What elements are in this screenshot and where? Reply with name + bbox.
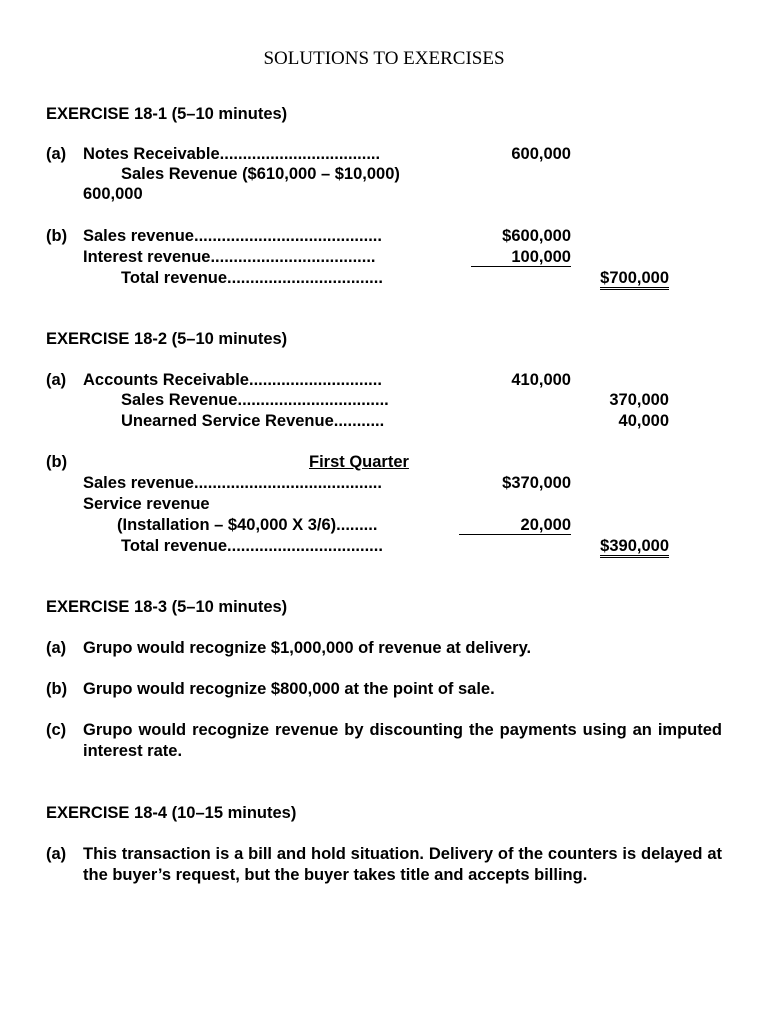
exercise-heading: EXERCISE 18-2 (5–10 minutes) <box>46 330 288 348</box>
amount: 20,000 <box>520 516 571 534</box>
entry-line: Notes Receivable................................... <box>83 145 381 163</box>
item-label: (b) <box>46 453 68 471</box>
entry-line: Sales Revenue ($610,000 – $10,000) <box>121 165 400 183</box>
exercise-heading: EXERCISE 18-3 (5–10 minutes) <box>46 598 288 616</box>
entry-line: Service revenue <box>83 495 210 513</box>
credit-amount: 600,000 <box>83 185 143 203</box>
credit-amount: 40,000 <box>618 412 669 430</box>
entry-line: Accounts Receivable............................. <box>83 371 382 389</box>
credit-amount: 370,000 <box>609 391 669 409</box>
entry-line: Interest revenue.................................... <box>83 248 376 266</box>
entry-line: Sales revenue......................................... <box>83 474 382 492</box>
item-label: (b) <box>46 227 68 245</box>
total-value: $390,000 <box>600 537 669 558</box>
total-amount <box>568 536 669 556</box>
entry-line: Sales Revenue................................. <box>121 391 389 409</box>
item-label: (a) <box>46 371 67 389</box>
item-label: (b) <box>46 680 68 698</box>
debit-amount: 600,000 <box>511 145 571 163</box>
total-value: $700,000 <box>600 269 669 290</box>
entry-line: Total revenue.................................. <box>121 269 383 287</box>
page-title: SOLUTIONS TO EXERCISES <box>263 48 505 69</box>
item-label: (a) <box>46 639 67 657</box>
answer-text: Grupo would recognize revenue by discounting the payments using an imputed interest rate. <box>83 721 722 760</box>
amount: $600,000 <box>502 227 571 245</box>
underline-rule <box>471 266 571 267</box>
column-header: First Quarter <box>309 453 409 471</box>
item-label: (a) <box>46 145 67 163</box>
item-label: (c) <box>46 721 67 739</box>
exercise-heading: EXERCISE 18-4 (10–15 minutes) <box>46 804 297 822</box>
answer-text: Grupo would recognize $800,000 at the point of sale. <box>83 680 495 698</box>
amount: $370,000 <box>502 474 571 492</box>
answer-text: This transaction is a bill and hold situation. Delivery of the counters is delayed at the buyer’s request, but the buyer takes title and accepts billing. <box>83 845 722 884</box>
total-amount <box>568 268 669 288</box>
item-label: (a) <box>46 845 67 863</box>
entry-line: (Installation – $40,000 X 3/6)......... <box>117 516 378 534</box>
underline-rule <box>459 534 571 535</box>
debit-amount: 410,000 <box>511 371 571 389</box>
entry-line: Unearned Service Revenue........... <box>121 412 385 430</box>
answer-text: Grupo would recognize $1,000,000 of revenue at delivery. <box>83 639 532 657</box>
amount: 100,000 <box>511 248 571 266</box>
exercise-heading: EXERCISE 18-1 (5–10 minutes) <box>46 105 288 123</box>
entry-line: Sales revenue......................................... <box>83 227 382 245</box>
entry-line: Total revenue.................................. <box>121 537 383 555</box>
